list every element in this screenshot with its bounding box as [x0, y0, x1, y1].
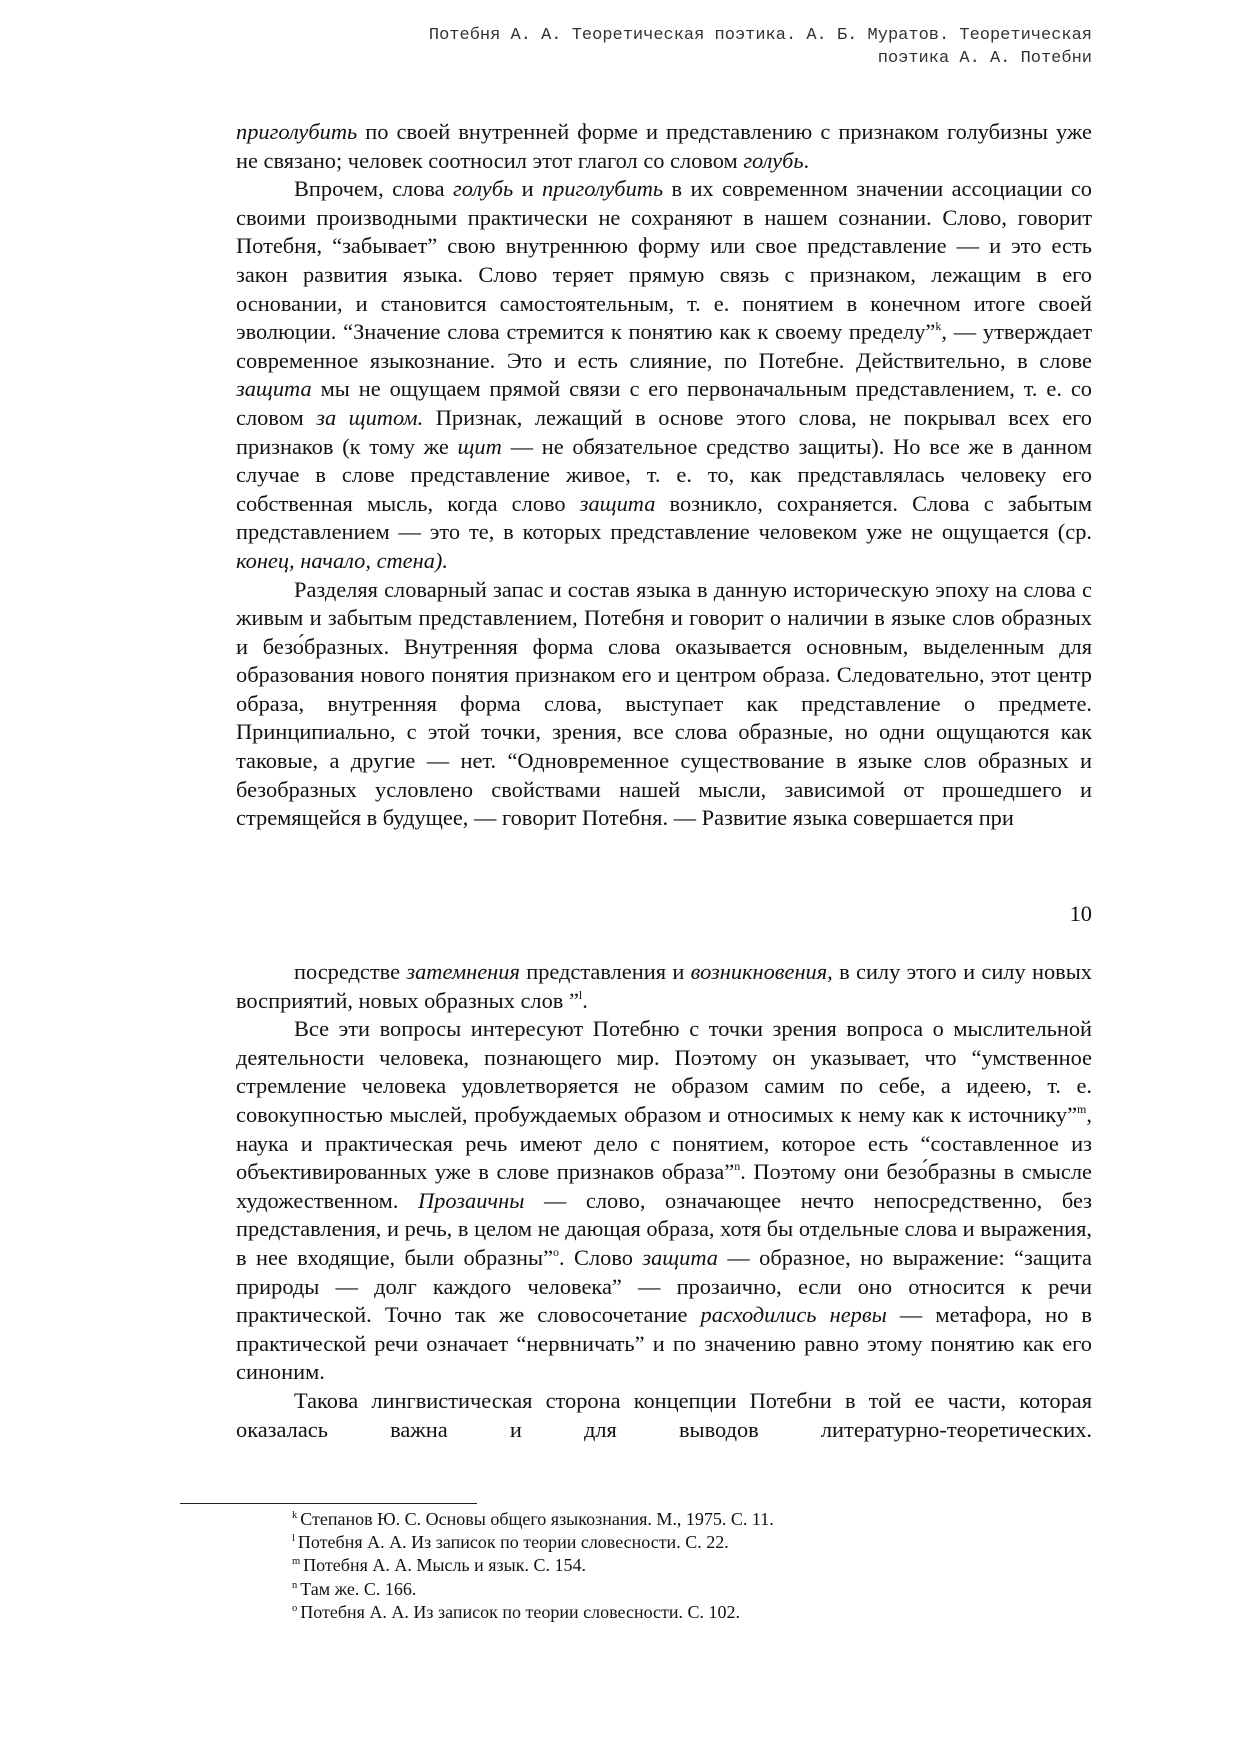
- text-run: — образное, но выражение: “защита природы — долг каждого человека” — прозаично, если оно относится к речи практической. Точно так же словосочетание: [236, 1244, 1092, 1328]
- emphasis-word: возникновения,: [690, 959, 833, 984]
- text-run: Впрочем, слова: [294, 176, 453, 202]
- paragraph-3: [236, 576, 1092, 833]
- footnote-ref-o[interactable]: o: [553, 1244, 560, 1259]
- emphasis-word: голубь: [743, 147, 804, 173]
- page-number: 10: [1069, 901, 1092, 926]
- text-run: в их современном значении ассоциации со своими производными практически не сохраняют в нашем сознании. Слово, говорит Потебня, “забывает” свою внутреннюю форму или свое представление — и это есть закон развития языка. Слово теряет прямую связь с признаком, лежащим в его основании, и становится самостоятельным, т. е. понятием в конечном итоге своей эволюции. “Значение слова стремится к понятию как к своему пределу”: [236, 176, 1092, 345]
- footnote-ref-n[interactable]: n: [734, 1159, 741, 1174]
- footnote-ref-l[interactable]: l: [578, 987, 583, 1002]
- page-text-bottom: [236, 958, 1092, 1444]
- footnote-m: [292, 1554, 1112, 1577]
- footnote-ref-k[interactable]: k: [935, 319, 942, 334]
- text-run: Разделяя словарный запас и состав языка в данную историческую эпоху на слова с живым и забытым представлением, Потебня и говорит о наличии в языке слов образных и безо́бразных. Внутренняя форма слова оказывается основным, выделенным для образования нового понятия признаком его и центром образа. Следовательно, этот центр образа, внутренняя форма слова, выступает как представление о предмете. Принципиально, с этой точки, зрения, все слова образные, но одни ощущаются как таковые, а другие — нет. “Одновременное существование в языке слов образных и безобразных условлено свойствами нашей мысли, зависимой от прошедшего и стремящейся в будущее, — говорит Потебня. — Развитие языка совершается при: [236, 576, 1092, 831]
- footnote-mark: n: [292, 1579, 298, 1591]
- footnote-mark: o: [292, 1602, 298, 1614]
- emphasis-word: защита: [236, 376, 312, 402]
- footnote-o: [292, 1601, 1112, 1624]
- text-run: — метафора, но в практической речи означает “нервничать” и по значению равно этому понятию как его синоним.: [236, 1302, 1092, 1385]
- text-run: Такова лингвистическая сторона концепции Потебни в той ее части, которая оказалась важна и для выводов литературно-теоретических.: [236, 1387, 1092, 1442]
- text-run: Признак, лежащий в основе этого слова, не покрывал всех его признаков (к тому же: [236, 404, 1092, 459]
- text-run: , — утверждает современное языкознание. Это и есть слияние, по Потебне. Действительно, в слове: [236, 319, 1092, 373]
- footnote-ref-m[interactable]: m: [1077, 1101, 1087, 1116]
- text-run: , наука и практическая речь имеют дело с понятием, которое есть “составленное из объективированных уже в слове признаков образа”: [236, 1101, 1092, 1185]
- text-run: посредстве: [294, 959, 407, 984]
- text-run: и: [513, 176, 542, 202]
- text-run: мы не ощущаем прямой связи с его первоначальным представлением, т. е. со словом: [236, 376, 1092, 430]
- emphasis-word: Прозаичны: [418, 1187, 525, 1213]
- paragraph-4: [236, 958, 1092, 1015]
- emphasis-word: щит: [457, 433, 502, 459]
- running-header: [172, 24, 1092, 70]
- paragraph-2: [236, 175, 1092, 575]
- footnote-l: [292, 1531, 1112, 1554]
- paragraph-5: [236, 1015, 1092, 1387]
- emphasis-word: приголубить: [541, 176, 664, 202]
- footnote-n: [292, 1578, 1112, 1601]
- footnote-text: Потебня А. А. Из записок по теории словесности. С. 102.: [300, 1601, 741, 1622]
- text-run: представления и: [519, 959, 691, 984]
- footnote-k: [292, 1508, 1112, 1531]
- text-run: в силу этого и силу новых восприятий, новых образных слов ”: [236, 959, 1092, 1013]
- text-run: возникло, сохраняется. Слова с забытым представлением — это те, в которых представление человеком уже не ощущается (ср.: [236, 490, 1092, 545]
- paragraph-6: [236, 1387, 1092, 1444]
- footnote-text: Степанов Ю. С. Основы общего языкознания. М., 1975. С. 11.: [300, 1509, 774, 1529]
- page-text-top: [236, 118, 1092, 833]
- emphasis-word: расходились нервы: [700, 1302, 887, 1328]
- footnote-divider: [180, 1503, 477, 1504]
- text-run: по своей внутренней форме и представлению с признаком голубизны уже не связано; человек соотносил этот глагол со словом: [236, 119, 1092, 173]
- text-run: . Поэтому они безо́бразны в смысле художественном.: [236, 1159, 1092, 1213]
- footnote-text: Потебня А. А. Мысль и язык. С. 154.: [303, 1555, 587, 1576]
- footnote-mark: k: [292, 1510, 298, 1521]
- emphasis-word: приголубить: [236, 119, 358, 144]
- running-header-line-2: поэтика А. А. Потебни: [877, 49, 1092, 68]
- running-header-line-1: Потебня А. А. Теоретическая поэтика. А. Б. Муратов. Теоретическая: [428, 26, 1092, 45]
- footnote-mark: m: [292, 1556, 301, 1568]
- emphasis-word: затемнения: [406, 959, 520, 984]
- footnotes: [292, 1508, 1112, 1624]
- text-run: — слово, означающее нечто непосредственно, без представления, и речь, в целом не дающая образа, хотя бы отдельные слова и выражения, в нее входящие, были образны”: [236, 1187, 1093, 1270]
- emphasis-word: голубь: [452, 176, 514, 202]
- emphasis-word: конец, начало, стена).: [236, 547, 448, 573]
- text-run: — не обязательное средство защиты). Но все же в данном случае в слове представление живое, т. е. то, как представлялась человеку его собственная мысль, когда слово: [236, 433, 1092, 516]
- text-run: . Слово: [559, 1244, 643, 1270]
- text-run: Все эти вопросы интересуют Потебню с точки зрения вопроса о мыслительной деятельности человека, познающего мир. Поэтому он указывает, что “умственное стремление человека удовлетворяется не образом самим по себе, а идеею, т. е. совокупностью мыслей, пробуждаемых образом и относимых к нему как к источнику”: [236, 1016, 1092, 1127]
- paragraph-1: [236, 118, 1092, 175]
- emphasis-word: защита: [642, 1244, 718, 1270]
- footnote-text: Потебня А. А. Из записок по теории словесности. С. 22.: [297, 1532, 729, 1553]
- text-run: .: [582, 987, 588, 1013]
- footnote-text: Там же. С. 166.: [300, 1578, 417, 1599]
- emphasis-word: защита: [579, 490, 656, 516]
- text-run: .: [803, 147, 810, 173]
- footnote-mark: l: [292, 1533, 295, 1545]
- emphasis-word: за щитом.: [316, 404, 424, 430]
